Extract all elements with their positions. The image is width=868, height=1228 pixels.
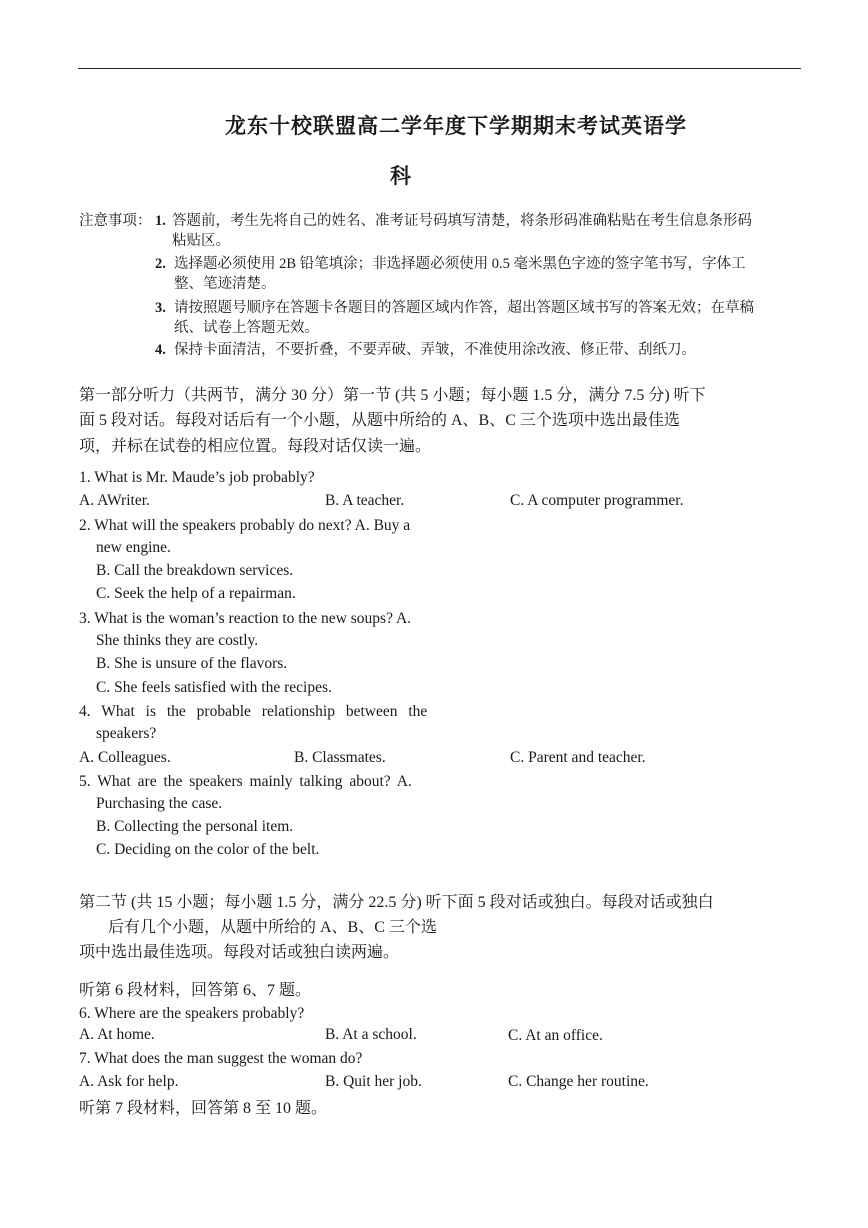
part2-line3: 项中选出最佳选项。每段对话或独白读两遍。 (79, 944, 400, 961)
notice-2-line2: 整、笔迹清楚。 (174, 276, 276, 292)
option-b: B. Quit her job. (325, 1073, 422, 1090)
question-stem: 3. What is the woman’s reaction to the new soups? A. (79, 610, 412, 627)
notice-2-line1: 选择题必须使用 2B 铅笔填涂；非选择题必须使用 0.5 毫米黑色字迹的签字笔书写，字体工 (174, 256, 746, 272)
part1-line1: 第一部分听力（共两节，满分 30 分）第一节 (共 5 小题；每小题 1.5 分，满分 7.5 分) 听下 (79, 387, 706, 404)
option-a: A. AWriter. (79, 492, 150, 509)
part1-line3: 项，并标在试卷的相应位置。每段对话仅读一遍。 (79, 438, 432, 455)
part1-line2: 面 5 段对话。每段对话后有一个小题，从题中所给的 A、B、C 三个选项中选出最佳选 (79, 412, 680, 429)
top-rule (78, 68, 801, 69)
option-b: B. Collecting the personal item. (96, 818, 294, 835)
option-b: B. Call the breakdown services. (96, 562, 294, 579)
question-stem-continued: speakers? (96, 725, 157, 742)
option-c: C. She feels satisfied with the recipes. (96, 679, 332, 696)
option-a: A. Colleagues. (79, 749, 171, 766)
question-stem: 2. What will the speakers probably do next? A. Buy a (79, 517, 411, 534)
question-stem: 6. Where are the speakers probably? (79, 1005, 305, 1022)
notice-1-line2: 粘贴区。 (172, 233, 230, 249)
option-c: C. Change her routine. (508, 1073, 649, 1090)
question-stem: 4. What is the probable relationship between the (79, 703, 428, 720)
question-stem: 5. What are the speakers mainly talking about? A. (79, 773, 412, 790)
option-a-text: She thinks they are costly. (96, 632, 259, 649)
question-stem: 1. What is Mr. Maude’s job probably? (79, 469, 315, 486)
option-c: C. A computer programmer. (510, 492, 684, 509)
material-7-heading: 听第 7 段材料，回答第 8 至 10 题。 (79, 1100, 328, 1117)
option-a-text: Purchasing the case. (96, 795, 223, 812)
option-c: C. Deciding on the color of the belt. (96, 841, 320, 858)
notice-label: 注意事项： (79, 213, 152, 229)
option-a: A. At home. (79, 1026, 155, 1043)
part2-line1: 第二节 (共 15 小题；每小题 1.5 分，满分 22.5 分) 听下面 5 段对话或独白。每段对话或独白 (79, 894, 714, 911)
option-b: B. Classmates. (294, 749, 386, 766)
notice-2-num: 2. (155, 256, 166, 272)
option-c: C. At an office. (508, 1027, 603, 1044)
option-b: B. A teacher. (325, 492, 405, 509)
option-a: A. Ask for help. (79, 1073, 179, 1090)
option-c: C. Parent and teacher. (510, 749, 646, 766)
notice-3-line1: 请按照题号顺序在答题卡各题目的答题区域内作答，超出答题区域书写的答案无效；在草稿 (174, 300, 754, 316)
page-title-continued: 科 (390, 164, 412, 188)
part2-line2: 后有几个小题，从题中所给的 A、B、C 三个选 (108, 919, 437, 936)
option-b: B. At a school. (325, 1026, 417, 1043)
option-c: C. Seek the help of a repairman. (96, 585, 296, 602)
notice-4-num: 4. (155, 342, 166, 358)
notice-3-line2: 纸、试卷上答题无效。 (174, 320, 319, 336)
notice-4-line1: 保持卡面清洁，不要折叠，不要弄破、弄皱，不准使用涂改液、修正带、刮纸刀。 (174, 342, 696, 358)
notice-1-line1: 答题前，考生先将自己的姓名、准考证号码填写清楚，将条形码准确粘贴在考生信息条形码 (172, 213, 752, 229)
question-stem: 7. What does the man suggest the woman do? (79, 1050, 363, 1067)
option-a-text: new engine. (96, 539, 171, 556)
notice-1-num: 1. (155, 213, 166, 229)
page-title: 龙东十校联盟高二学年度下学期期末考试英语学 (225, 114, 687, 138)
material-6-heading: 听第 6 段材料，回答第 6、7 题。 (79, 982, 312, 999)
notice-3-num: 3. (155, 300, 166, 316)
option-b: B. She is unsure of the flavors. (96, 655, 288, 672)
